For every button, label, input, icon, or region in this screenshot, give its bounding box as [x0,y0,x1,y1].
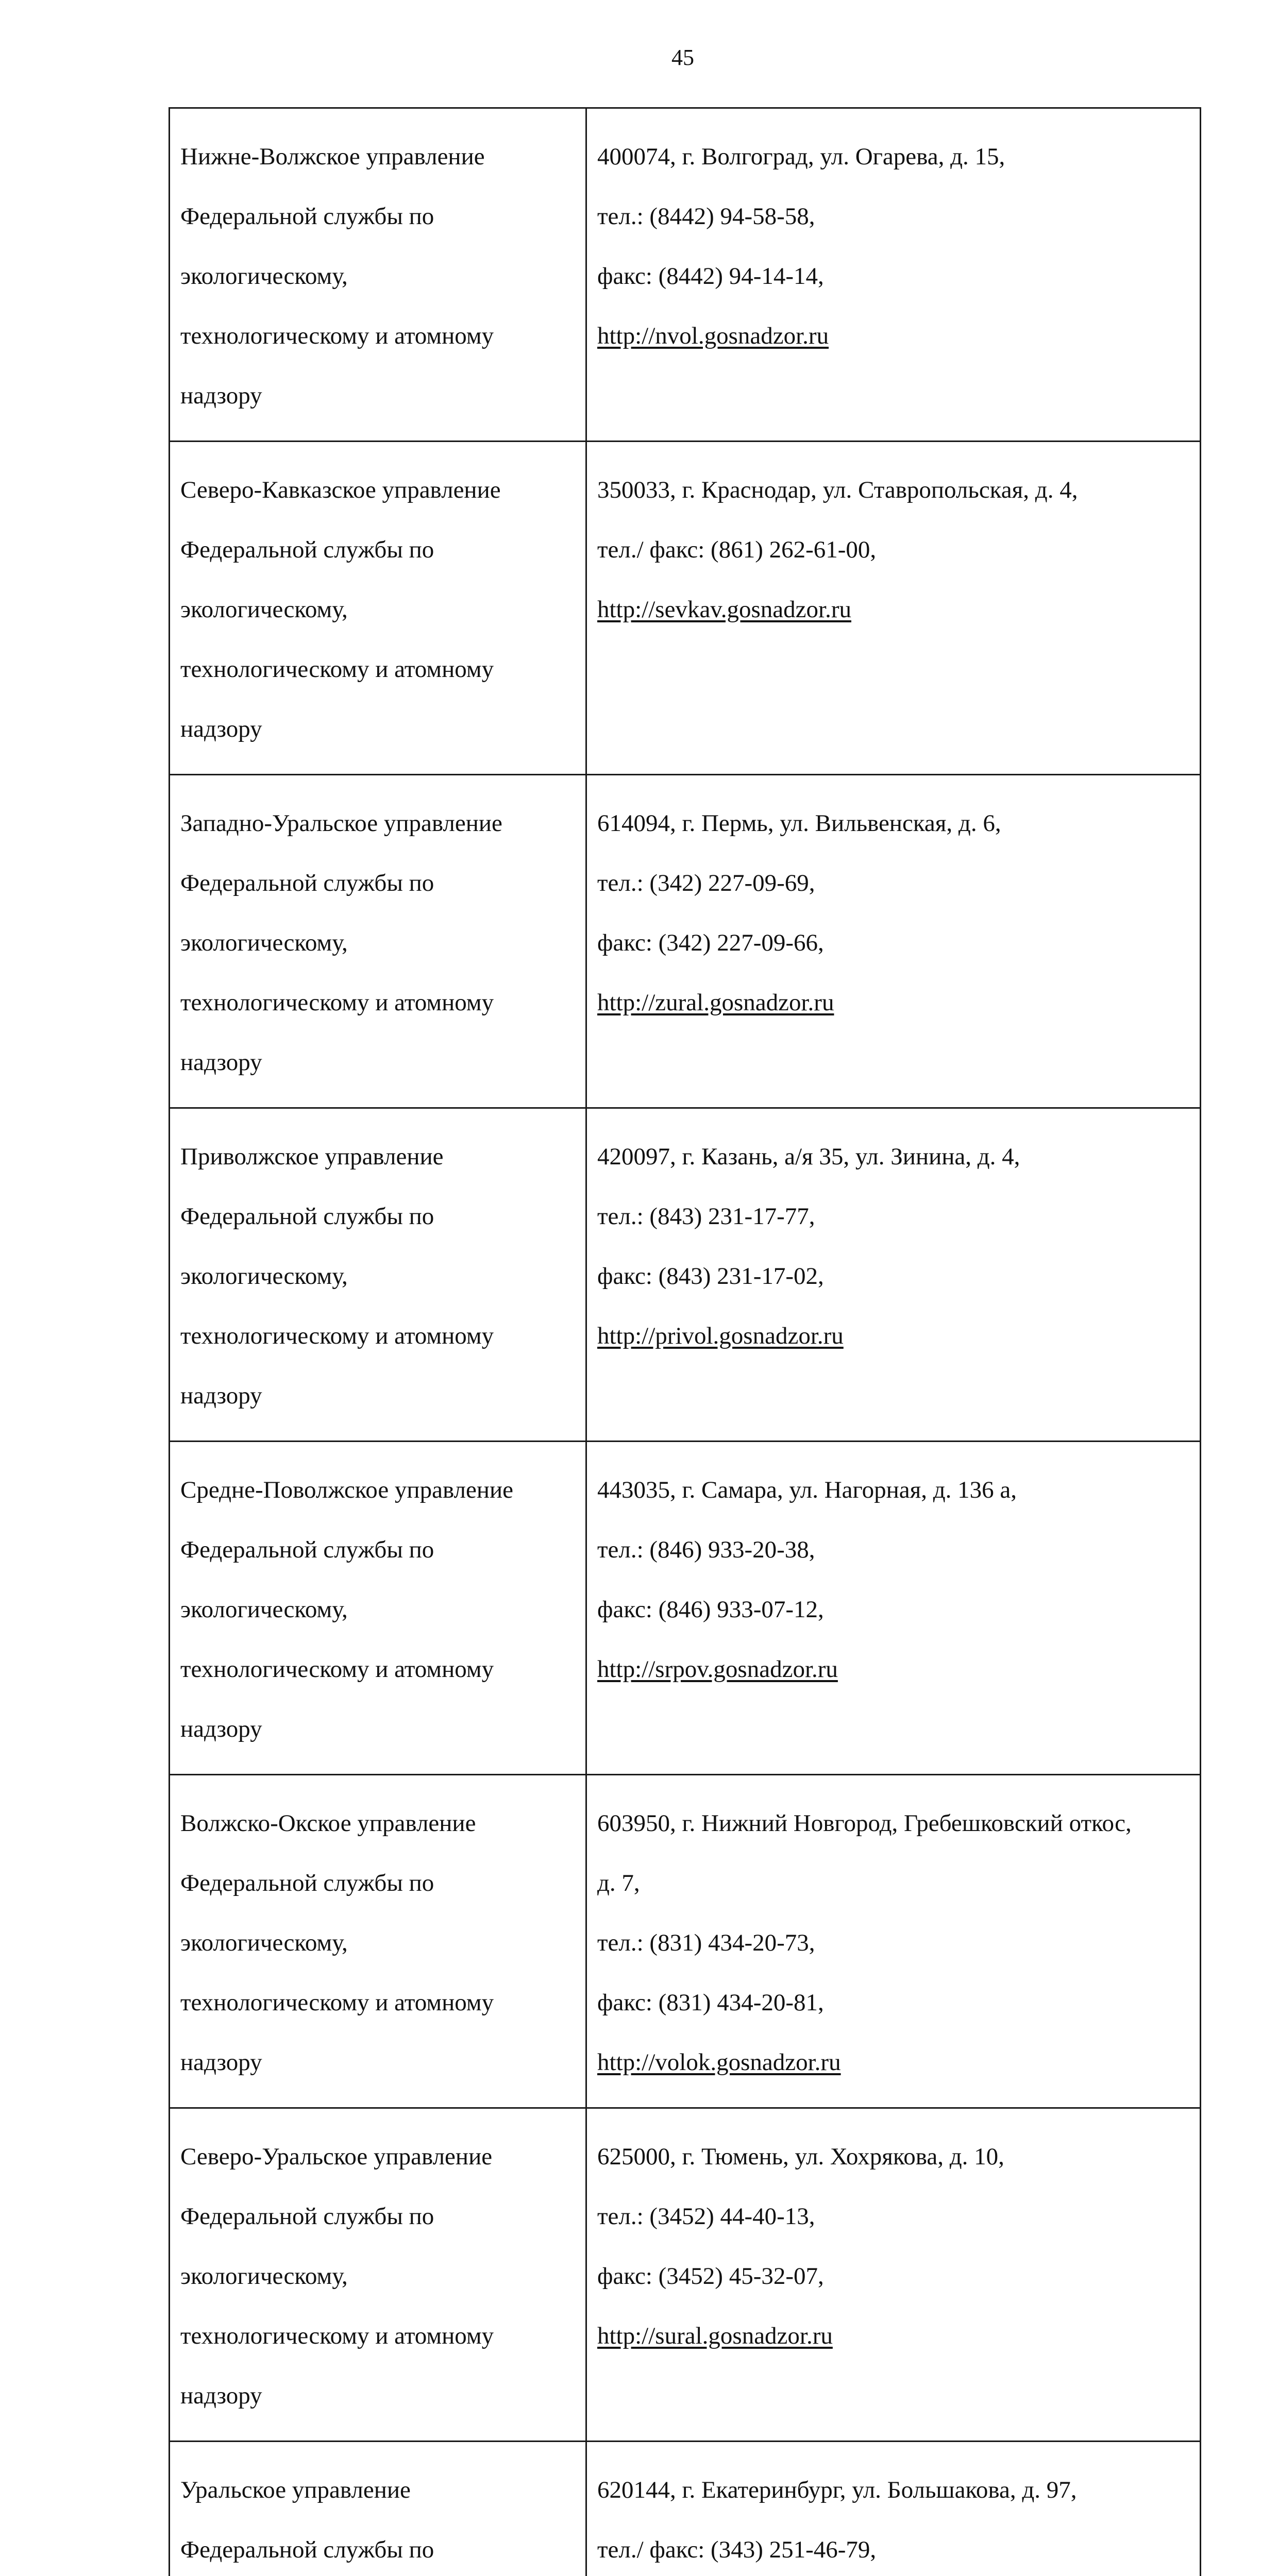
fax-line: факс: (8442) 94-14-14, [597,261,1189,291]
table-row [170,1775,1201,2108]
office-name-cell [170,2442,586,2576]
office-name-line: Федеральной службы по [180,201,575,231]
office-name-line: Федеральной службы по [180,535,575,565]
office-contact-cell [586,2108,1201,2442]
office-name-line: надзору [180,714,575,744]
office-name-line: технологическому и атомному [180,321,575,351]
office-contact-cell [586,442,1201,775]
address-line: 443035, г. Самара, ул. Нагорная, д. 136 а, [597,1475,1189,1505]
website-link[interactable]: http://sevkav.gosnadzor.ru [597,595,1189,624]
office-name-line: надзору [180,1714,575,1744]
office-name-line: экологическому, [180,1928,575,1958]
office-name-line: Федеральной службы по [180,1201,575,1231]
office-directory-body [170,108,1201,2576]
phone-line: тел.: (843) 231-17-77, [597,1201,1189,1231]
table-row [170,2442,1201,2576]
office-name-line: Федеральной службы по [180,868,575,898]
office-name-line: технологическому и атомному [180,2321,575,2351]
office-name-line: надзору [180,1381,575,1411]
fax-line: факс: (831) 434-20-81, [597,1988,1189,2018]
office-name-line: Уральское управление [180,2475,575,2505]
office-name-line: экологическому, [180,595,575,624]
office-name-line: технологическому и атомному [180,1988,575,2018]
office-name-line: надзору [180,2047,575,2077]
office-name-cell [170,108,586,442]
office-name-cell [170,1442,586,1775]
office-contact-cell [586,2442,1201,2576]
office-contact-cell [586,1442,1201,1775]
office-contact-cell [586,1108,1201,1442]
table-row [170,775,1201,1108]
phone-line: тел.: (3452) 44-40-13, [597,2201,1189,2231]
office-name-line: технологическому и атомному [180,654,575,684]
address-line: 625000, г. Тюмень, ул. Хохрякова, д. 10, [597,2142,1189,2172]
office-name-line: Северо-Кавказское управление [180,475,575,505]
office-name-line: Нижне-Волжское управление [180,142,575,172]
website-link[interactable]: http://srpov.gosnadzor.ru [597,1654,1189,1684]
address-line: 350033, г. Краснодар, ул. Ставропольская, д. 4, [597,475,1189,505]
office-name-cell [170,2108,586,2442]
office-name-line: Федеральной службы по [180,2201,575,2231]
office-name-line: экологическому, [180,1261,575,1291]
phone-line: тел.: (342) 227-09-69, [597,868,1189,898]
table-row [170,2108,1201,2442]
fax-line: факс: (342) 227-09-66, [597,928,1189,958]
office-name-line: Федеральной службы по [180,1868,575,1898]
office-name-line: Приволжское управление [180,1142,575,1172]
office-directory-table [169,107,1201,2576]
website-link[interactable]: http://privol.gosnadzor.ru [597,1321,1189,1351]
office-name-line: экологическому, [180,1595,575,1624]
phone-line: тел.: (8442) 94-58-58, [597,201,1189,231]
address-line: 603950, г. Нижний Новгород, Гребешковский откос, [597,1808,1189,1838]
office-name-line: Волжско-Окское управление [180,1808,575,1838]
fax-line: факс: (3452) 45-32-07, [597,2261,1189,2291]
office-name-line: технологическому и атомному [180,1321,575,1351]
office-name-line: надзору [180,381,575,411]
office-name-cell [170,1108,586,1442]
page-number: 45 [0,46,1278,69]
phone-fax-line: тел./ факс: (343) 251-46-79, [597,2535,1189,2565]
office-name-cell [170,442,586,775]
fax-line: факс: (843) 231-17-02, [597,1261,1189,1291]
office-contact-cell [586,1775,1201,2108]
website-link[interactable]: http://volok.gosnadzor.ru [597,2047,1189,2077]
address-line: д. 7, [597,1868,1189,1898]
table-row [170,1108,1201,1442]
office-contact-cell [586,108,1201,442]
table-row [170,108,1201,442]
office-name-line: технологическому и атомному [180,1654,575,1684]
table-row [170,442,1201,775]
office-name-line: Федеральной службы по [180,1535,575,1565]
office-name-cell [170,1775,586,2108]
fax-line: факс: (846) 933-07-12, [597,1595,1189,1624]
phone-fax-line: тел./ факс: (861) 262-61-00, [597,535,1189,565]
website-link[interactable]: http://zural.gosnadzor.ru [597,988,1189,1018]
address-line: 420097, г. Казань, а/я 35, ул. Зинина, д. 4, [597,1142,1189,1172]
office-name-line: экологическому, [180,928,575,958]
address-line: 620144, г. Екатеринбург, ул. Большакова, д. 97, [597,2475,1189,2505]
office-contact-cell [586,775,1201,1108]
website-link[interactable]: http://sural.gosnadzor.ru [597,2321,1189,2351]
office-name-line: экологическому, [180,2261,575,2291]
office-name-line: надзору [180,1047,575,1077]
office-name-line: технологическому и атомному [180,988,575,1018]
website-link[interactable]: http://nvol.gosnadzor.ru [597,321,1189,351]
office-name-line: Средне-Поволжское управление [180,1475,575,1505]
office-name-cell [170,775,586,1108]
address-line: 614094, г. Пермь, ул. Вильвенская, д. 6, [597,808,1189,838]
phone-line: тел.: (831) 434-20-73, [597,1928,1189,1958]
office-name-line: Западно-Уральское управление [180,808,575,838]
phone-line: тел.: (846) 933-20-38, [597,1535,1189,1565]
table-row [170,1442,1201,1775]
office-name-line: Северо-Уральское управление [180,2142,575,2172]
office-name-line: экологическому, [180,261,575,291]
office-name-line: надзору [180,2381,575,2411]
address-line: 400074, г. Волгоград, ул. Огарева, д. 15, [597,142,1189,172]
office-name-line: Федеральной службы по [180,2535,575,2565]
